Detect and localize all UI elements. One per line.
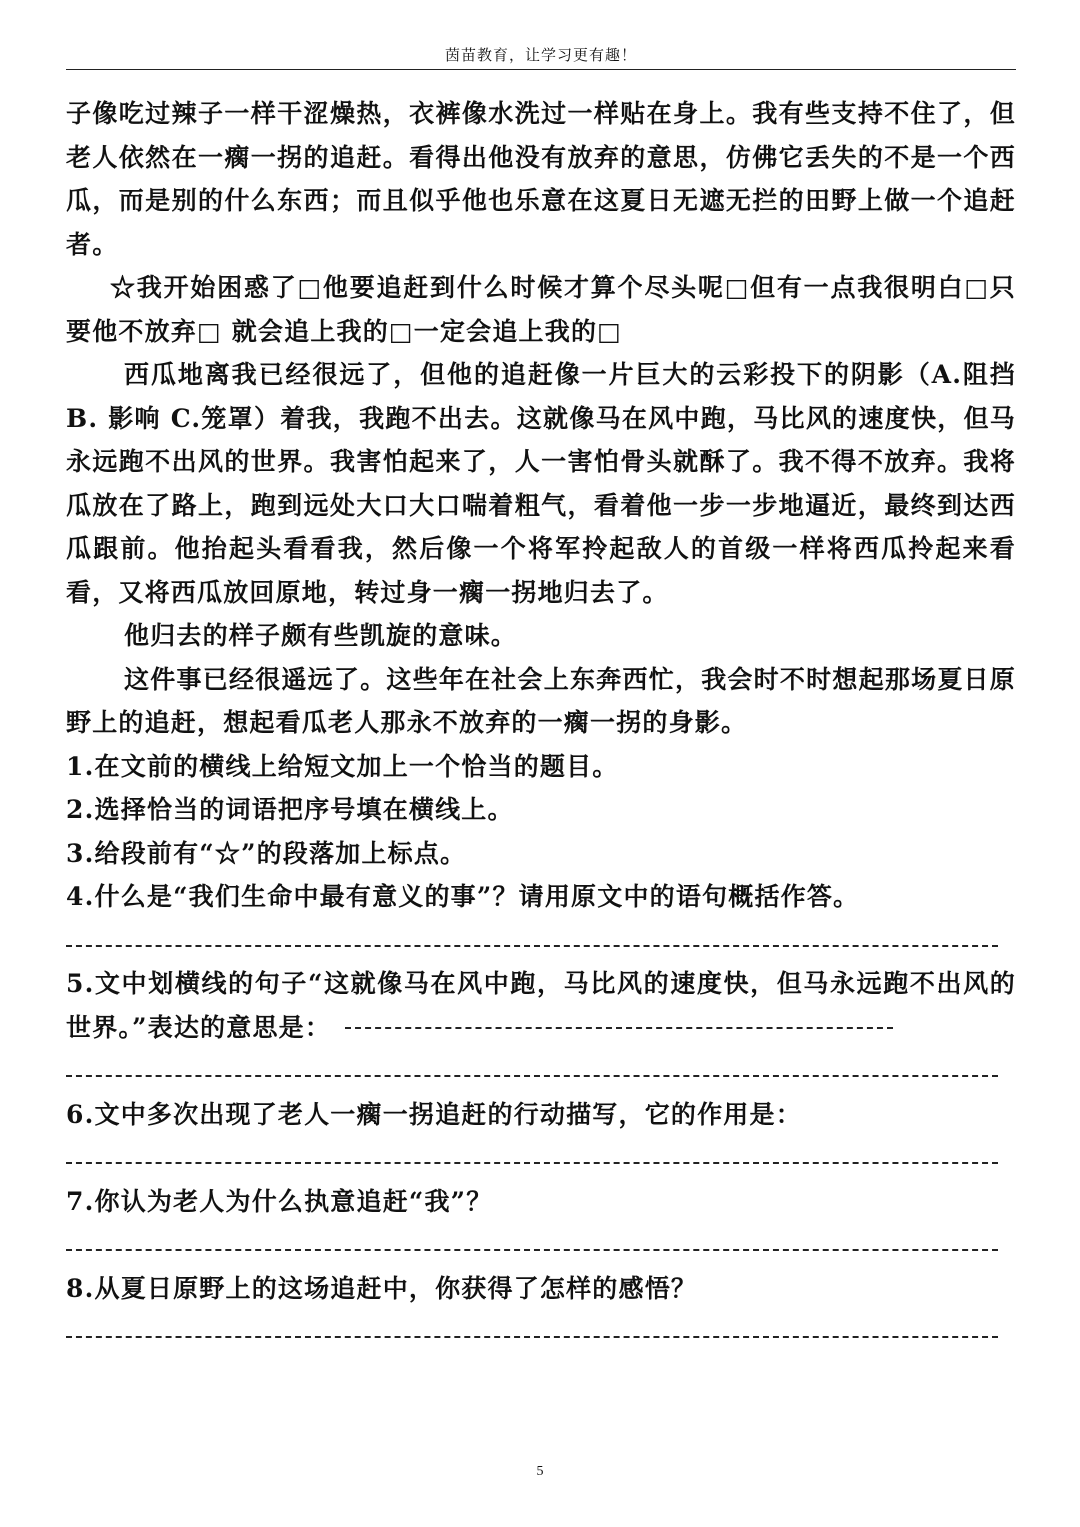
page-number: 5 (536, 1464, 544, 1479)
answer-line-8[interactable] (66, 1310, 1016, 1354)
question-4: 4.什么是“我们生命中最有意义的事”？请用原文中的语句概括作答。 (66, 882, 860, 911)
passage-paragraph-4: 他归去的样子颇有些凯旋的意味。 (124, 621, 518, 650)
passage-paragraph-5: 这件事已经很遥远了。这些年在社会上东奔西忙，我会时不时想起那场夏日原野上的追赶，想起看瓜老人那永不放弃的一瘸一拐的身影。 (66, 664, 1016, 737)
passage-paragraph-3: 西瓜地离我已经很远了，但他的追赶像一片巨大的云彩投下的阴影（A.阻挡 B. 影响 C.笼罩）着我，我跑不出去。这就像马在风中跑，马比风的速度快，但马永远跑不出风的世界。我害怕起来了，人一害怕骨头就酥了。我不得不放弃。我将瓜放在了路上，跑到远处大口大口喘着粗气，看着他一步一步地逼近，最终到达西瓜跟前。他抬起头看看我，然后像一个将军拎起敌人的首级一样将西瓜拎起来看看，又将西瓜放回原地，转过身一瘸一拐地归去了。 (66, 360, 1016, 607)
answer-line-7[interactable] (66, 1223, 1016, 1267)
answer-line-5[interactable] (66, 1049, 1016, 1093)
answer-line-4[interactable] (66, 919, 1016, 963)
question-8: 8.从夏日原野上的这场追赶中，你获得了怎样的感悟？ (66, 1273, 698, 1303)
passage-paragraph-1: 子像吃过辣子一样干涩燥热，衣裤像水洗过一样贴在身上。我有些支持不住了，但老人依然在一瘸一拐的追赶。看得出他没有放弃的意思，仿佛它丢失的不是一个西瓜，而是别的什么东西；而且似乎他也乐意在这夏日无遮无拦的田野上做一个追赶者。 (66, 99, 1016, 259)
answer-line-6[interactable] (66, 1136, 1016, 1180)
question-6: 6.文中多次出现了老人一瘸一拐追赶的行动描写，它的作用是： (66, 1099, 802, 1129)
page-header: 茵苗教育，让学习更有趣！ (444, 46, 637, 64)
header-divider (66, 69, 1016, 70)
question-7: 7.你认为老人为什么执意追赶“我”？ (66, 1186, 493, 1216)
answer-blank-5-inline[interactable] (345, 1027, 893, 1031)
passage-paragraph-2-punctuation-task: ☆我开始困惑了□他要追赶到什么时候才算个尽头呢□但有一点我很明白□只要他不放弃□ 就会追上我的□一定会追上我的□ (66, 273, 1016, 346)
question-5 (66, 962, 1016, 1049)
worksheet-content (66, 92, 1016, 1354)
question-2: 2.选择恰当的词语把序号填在横线上。 (66, 795, 514, 824)
question-1: 1.在文前的横线上给短文加上一个恰当的题目。 (66, 751, 619, 781)
question-3: 3.给段前有“☆”的段落加上标点。 (66, 838, 467, 868)
question-5-text: 5.文中划横线的句子“这就像马在风中跑，马比风的速度快，但马永远跑不出风的世界。”表达的意思是： (66, 969, 1016, 1042)
